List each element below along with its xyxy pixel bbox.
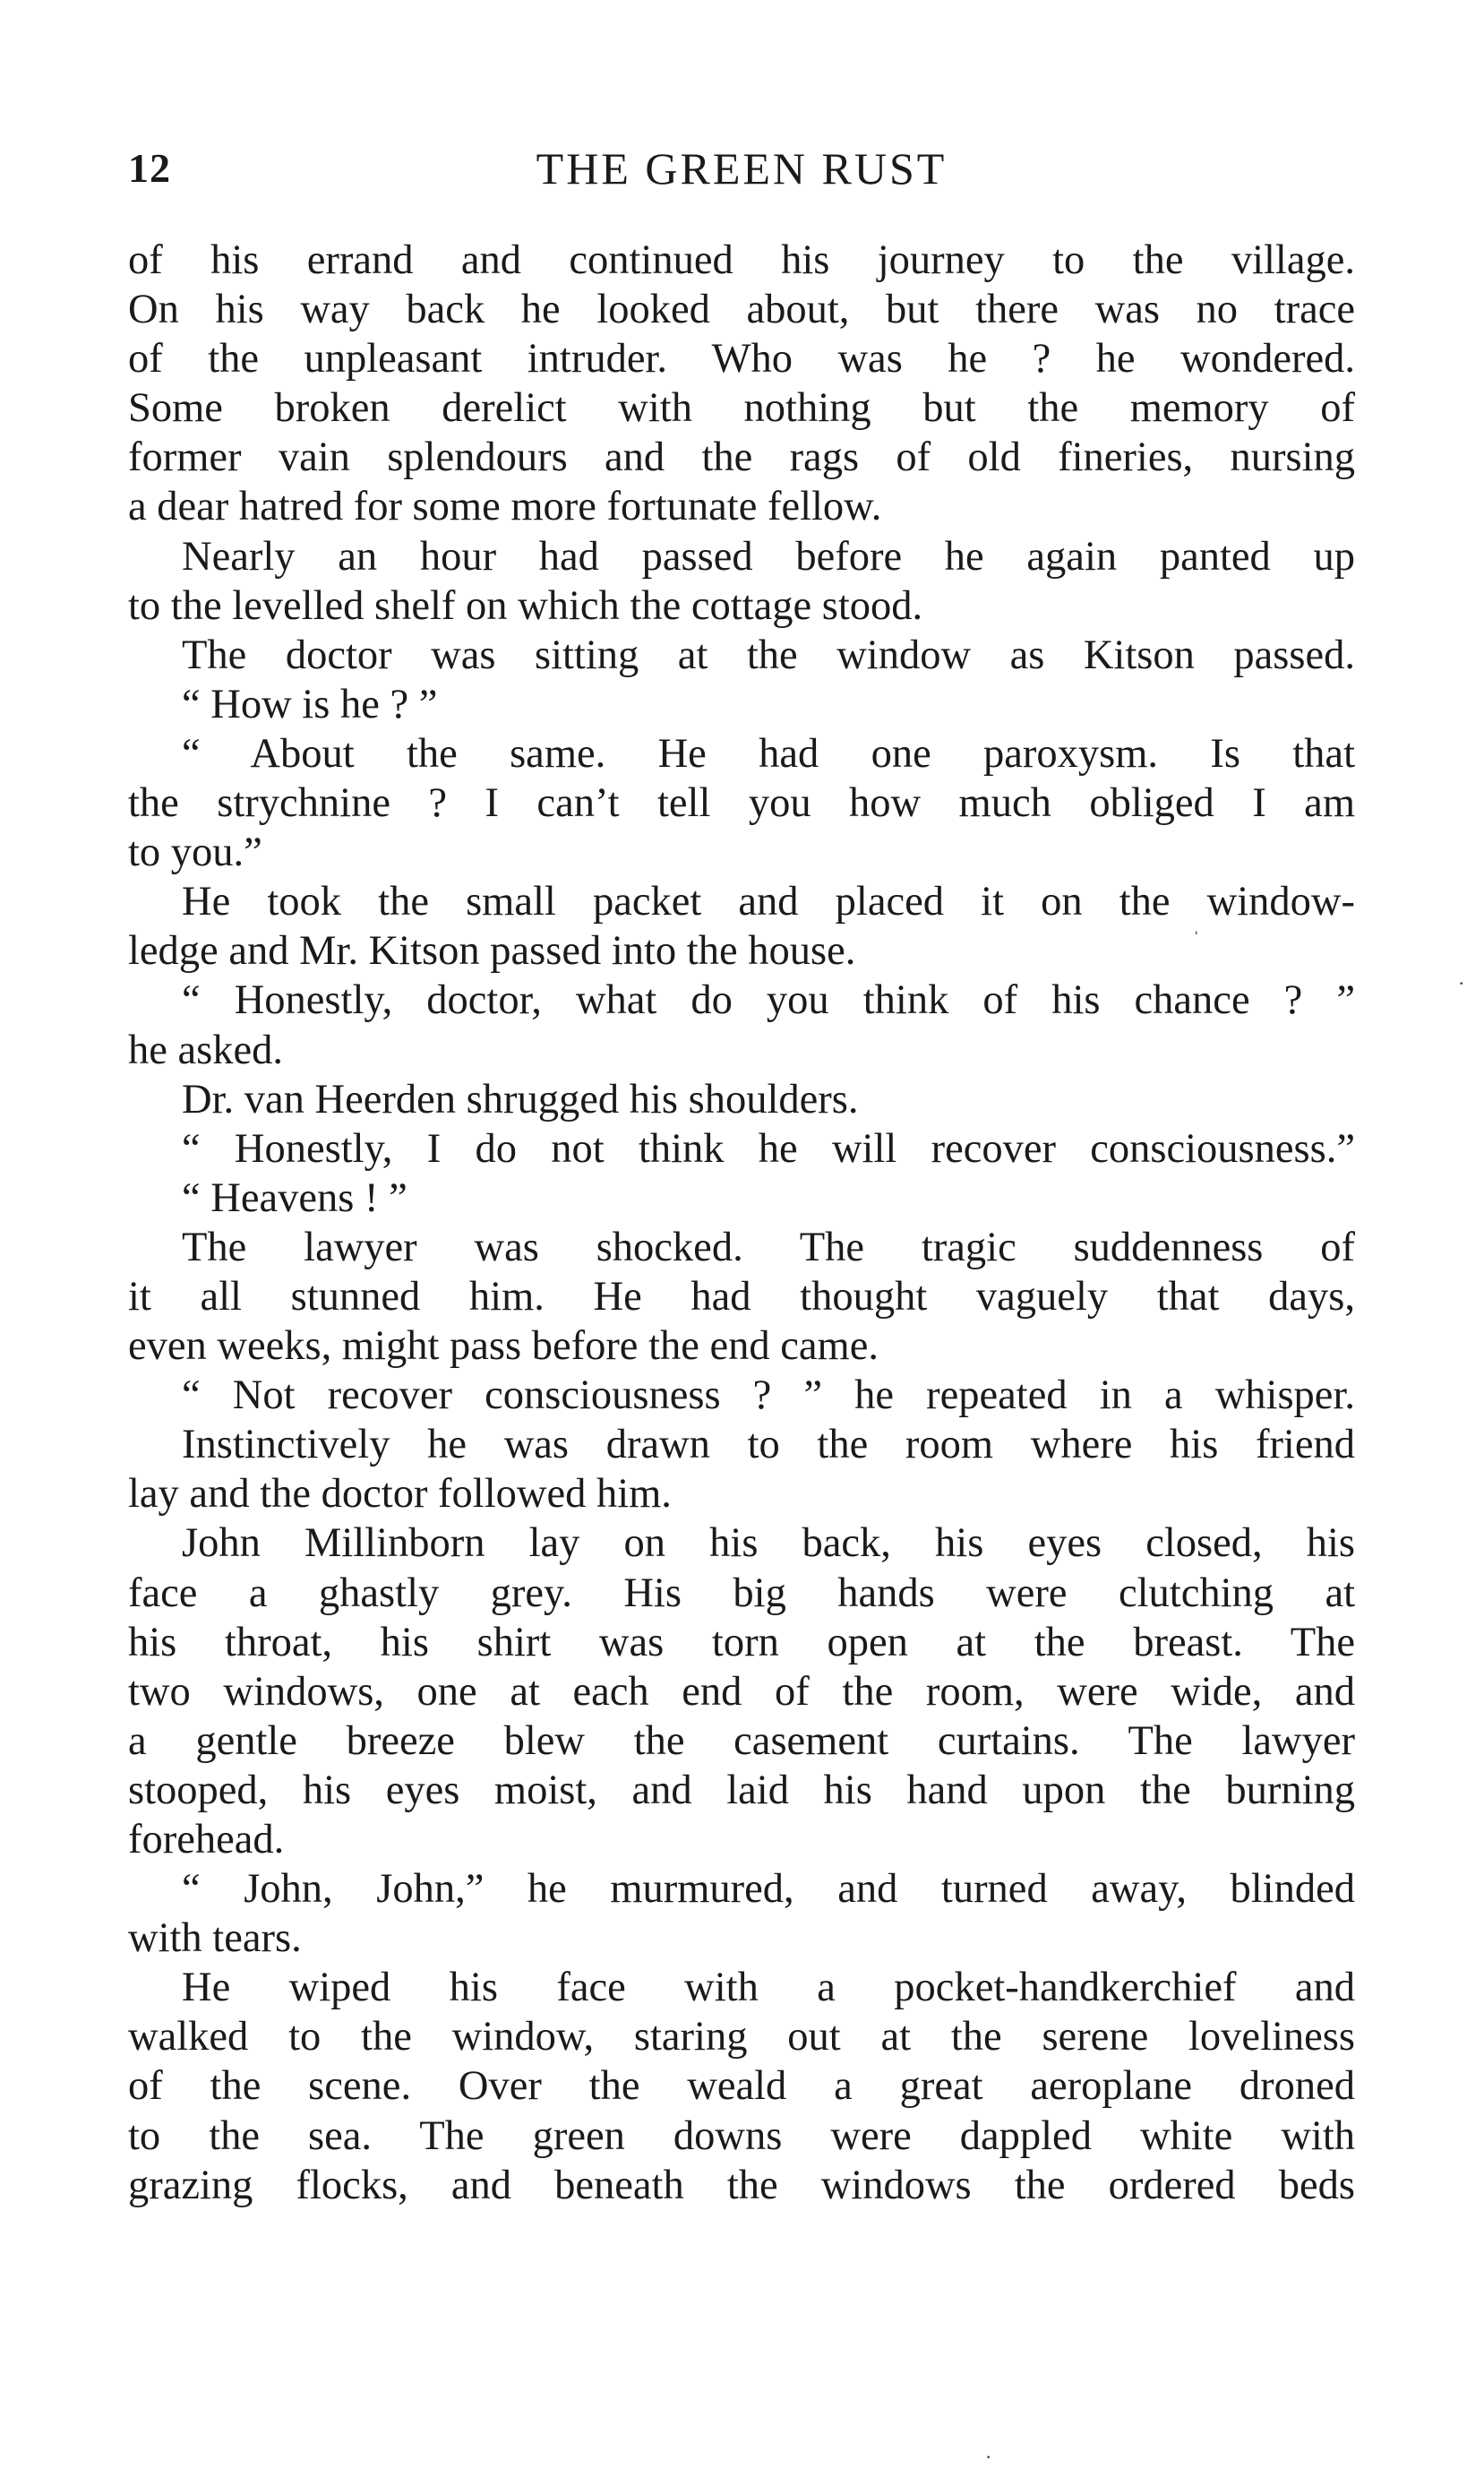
text-line: lay and the doctor followed him. <box>128 1471 672 1518</box>
text-line: of the scene. Over the weald a great aeroplane droned <box>128 2063 1355 2110</box>
text-line: Some broken derelict with nothing but the memory of <box>128 385 1355 432</box>
paragraph-first-line: Nearly an hour had passed before he again panted up <box>182 533 1355 580</box>
text-line: the strychnine ? I can’t tell you how much obliged I am <box>128 780 1355 827</box>
text-line: even weeks, might pass before the end came. <box>128 1323 879 1370</box>
paragraph-first-line: “ Honestly, doctor, what do you think of his chance ? ” <box>182 977 1355 1024</box>
paragraph-first-line: Instinctively he was drawn to the room where his friend <box>182 1422 1355 1468</box>
paragraph-first-line: The doctor was sitting at the window as Kitson passed. <box>182 632 1355 678</box>
text-line: of his errand and continued his journey to the village. <box>128 237 1355 283</box>
page-number: 12 <box>128 145 171 191</box>
text-line: grazing flocks, and beneath the windows the ordered beds <box>128 2162 1355 2208</box>
text-line: stooped, his eyes moist, and laid his hand upon the burning <box>128 1767 1355 1813</box>
print-speck: ˈ <box>1193 927 1200 950</box>
text-line: a gentle breeze blew the casement curtains. The lawyer <box>128 1717 1355 1764</box>
text-line: it all stunned him. He had thought vaguely that days, <box>128 1273 1355 1320</box>
print-speck: · <box>985 2446 992 2468</box>
text-line: to the sea. The green downs were dappled white with <box>128 2112 1355 2159</box>
text-line: face a ghastly grey. His big hands were clutching at <box>128 1570 1355 1616</box>
text-line: former vain splendours and the rags of old fineries, nursing <box>128 434 1355 481</box>
running-title: THE GREEN RUST <box>536 143 948 194</box>
paragraph-first-line: John Millinborn lay on his back, his eyes closed, his <box>182 1520 1355 1567</box>
paragraph-first-line: “ Not recover consciousness ? ” he repeated in a whisper. <box>182 1372 1355 1419</box>
paragraph-first-line: “ About the same. He had one paroxysm. Is that <box>182 730 1355 777</box>
page-header <box>128 134 1355 206</box>
text-line: to the levelled shelf on which the cottage stood. <box>128 582 923 629</box>
paragraph-first-line: The lawyer was shocked. The tragic suddenness of <box>182 1224 1355 1270</box>
text-line: ledge and Mr. Kitson passed into the house. <box>128 928 856 975</box>
text-line: two windows, one at each end of the room, were wide, and <box>128 1668 1355 1715</box>
text-line: a dear hatred for some more fortunate fellow. <box>128 484 882 530</box>
text-line: walked to the window, staring out at the serene loveliness <box>128 2014 1355 2060</box>
text-line: forehead. <box>128 1817 285 1862</box>
text-line: to you.” <box>128 830 262 876</box>
paragraph-first-line: He wiped his face with a pocket-handkerchief and <box>182 1965 1355 2011</box>
paragraph-first-line: He took the small packet and placed it on the window- <box>182 879 1355 925</box>
paragraph-first-line: “ Honestly, I do not think he will recover consciousness.” <box>182 1125 1355 1172</box>
text-line: he asked. <box>128 1027 284 1073</box>
text-line: of the unpleasant intruder. Who was he ? he wondered. <box>128 336 1355 383</box>
paragraph-first-line: Dr. van Heerden shrugged his shoulders. <box>182 1076 859 1123</box>
paragraph-first-line: “ How is he ? ” <box>182 681 438 727</box>
paragraph-first-line: “ John, John,” he murmured, and turned away, blinded <box>182 1866 1355 1913</box>
text-line: with tears. <box>128 1915 302 1962</box>
print-speck: · <box>1458 972 1465 994</box>
paragraph-first-line: “ Heavens ! ” <box>182 1174 407 1221</box>
text-line: his throat, his shirt was torn open at the breast. The <box>128 1619 1355 1665</box>
body-text <box>128 236 1355 2210</box>
text-line: On his way back he looked about, but there was no trace <box>128 287 1355 333</box>
